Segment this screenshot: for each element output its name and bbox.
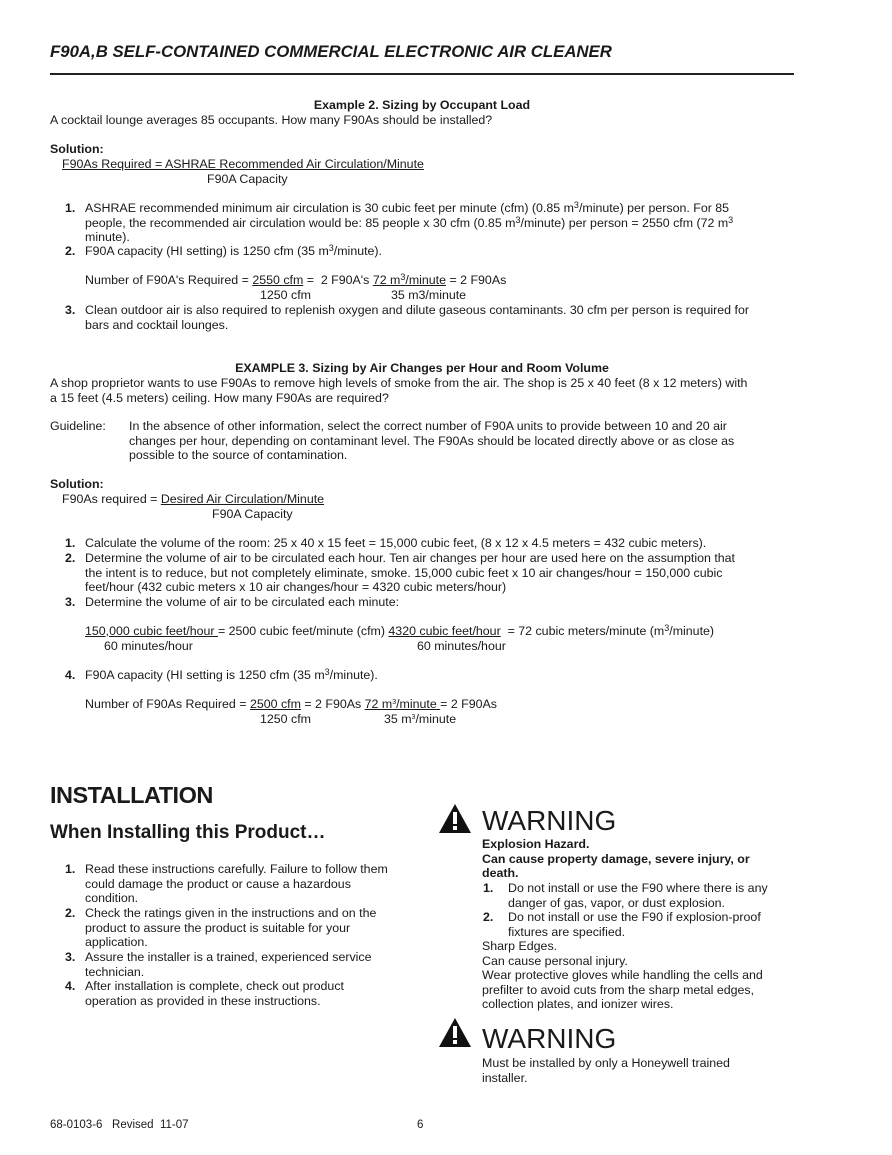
example3-solution-label: Solution:: [50, 477, 104, 491]
example3-heading: EXAMPLE 3. Sizing by Air Changes per Hour and Room Volume: [235, 361, 609, 375]
footer-page-number: 6: [417, 1119, 424, 1131]
example2-question: A cocktail lounge averages 85 occupants. How many F90As should be installed?: [50, 113, 493, 127]
footer-doc-id: 68-0103-6 Revised 11-07: [50, 1119, 189, 1131]
install-item-2: 2. Check the ratings given in the instructions and on the product to assure the product is suitable for your application.: [65, 906, 377, 950]
example2-calc-denominator-2: 35 m3/minute: [391, 288, 467, 302]
warning1-title: WARNING: [482, 805, 617, 836]
example3-calc-denominator-2: 60 minutes/hour: [417, 639, 506, 653]
example2-item-1: 1. ASHRAE recommended minimum air circulation is 30 cubic feet per minute (cfm) (0.85 $m^3/minute$) per person. For 85 people, the recommended air circulation would be: 85 people x 30 cfm (0.85 $m^3/minute$) per person = 2550 cfm (72 $m^3$ minute).: [65, 200, 734, 245]
example2-calc-denominator-1: 1250 cfm: [260, 288, 311, 302]
example3-item-2: 2. Determine the volume of air to be circulated each hour. Ten air changes per hour are used here on the assumption that the intent is to reduce, but not completely eliminate, smoke. 15,000 cubic feet x 10 air changes/hour = 150,000 cubic feet/hour (432 cubic meters x 10 air changes/hour = 4320 cubic meters/hour): [65, 551, 735, 595]
example3-question: A shop proprietor wants to use F90As to remove high levels of smoke from the air. The shop is 25 x 40 feet (8 x 12 meters) with a 15 feet (4.5 meters) ceiling. How many F90As are required?: [50, 376, 748, 405]
example2-item-2: 2. F90A capacity (HI setting) is 1250 cfm (35 $m^3/minute$).: [65, 243, 382, 258]
installation-heading: INSTALLATION: [50, 782, 213, 808]
warning1-item-1: 1. Do not install or use the F90 where there is any danger of gas, vapor, or dust explosion.: [483, 881, 768, 910]
example2-heading: Example 2. Sizing by Occupant Load: [313, 98, 531, 112]
example3-minute-calculation: 150,000 cubic feet/hour = 2500 cubic feet/minute (cfm) 4320 cubic feet/hour = 72 cubic meters/minute $(m^3/minute)$: [85, 623, 715, 638]
example3-formula-denominator: F90A Capacity: [212, 507, 293, 521]
example3-calc-denominator-1: 60 minutes/hour: [104, 639, 193, 653]
example3-formula: F90As required = Desired Air Circulation/Minute: [62, 492, 325, 506]
warning1-item-2: 2. Do not install or use the F90 if explosion-proof fixtures are specified.: [483, 910, 761, 939]
warning-triangle-icon: [438, 803, 472, 834]
example3-guideline-text: In the absence of other information, select the correct number of F90A units to provide between 10 and 20 air changes per hour, depending on contaminant level. The F90As should be located directly above or as close as possible to the source of contamination.: [129, 419, 735, 463]
header-rule: [50, 73, 794, 75]
install-item-3: 3. Assure the installer is a trained, experienced service technician.: [65, 950, 372, 979]
example3-guideline-label: Guideline:: [50, 419, 106, 433]
example2-formula-denominator: F90A Capacity: [207, 172, 288, 186]
warning-triangle-icon: [438, 1017, 472, 1048]
warning1-sharp-edges-block: Sharp Edges. Can cause personal injury. Wear protective gloves while handling the cells and prefilter to avoid cuts from the sharp metal edges, collection plates, and ionizer wires.: [482, 939, 763, 1012]
example3-item-1: 1. Calculate the volume of the room: 25 x 40 x 15 feet = 15,000 cubic feet, (8 x 12 x 4.5 meters = 432 cubic meters).: [65, 536, 707, 550]
example3-item-4: 4. F90A capacity (HI setting is 1250 cfm (35 $m^3/minute$).: [65, 667, 378, 682]
warning1-hazard-block: Explosion Hazard. Can cause property damage, severe injury, or death.: [482, 837, 750, 881]
warning2-title: WARNING: [482, 1023, 617, 1054]
installation-subheading: When Installing this Product…: [50, 822, 326, 843]
example3-units-denominator-1: 1250 cfm: [260, 712, 311, 726]
example3-units-calculation: Number of F90As Required = 2500 cfm = 2 F90As 72 $m^3$/minute = 2 F90As: [85, 697, 497, 711]
example2-calculation: Number of F90A's Required = 2550 cfm = 2 F90A's 72 $m^3$/minute = 2 F90As: [85, 272, 507, 287]
install-item-1: 1. Read these instructions carefully. Failure to follow them could damage the product or cause a hazardous condition.: [65, 862, 388, 906]
example3-units-denominator-2: 35 $m^3$/minute: [384, 712, 457, 726]
page-header-title: F90A,B SELF-CONTAINED COMMERCIAL ELECTRONIC AIR CLEANER: [50, 42, 612, 61]
example2-formula-numerator: F90As Required = ASHRAE Recommended Air Circulation/Minute: [62, 157, 424, 171]
warning2-text: Must be installed by only a Honeywell trained installer.: [482, 1056, 730, 1085]
example3-item-3: 3. Determine the volume of air to be circulated each minute:: [65, 595, 400, 609]
example2-solution-label: Solution:: [50, 142, 104, 156]
install-item-4: 4. After installation is complete, check out product operation as provided in these instructions.: [65, 979, 344, 1008]
example2-item-3: 3. Clean outdoor air is also required to replenish oxygen and dilute gaseous contaminants. 30 cfm per person is required for bars and cocktail lounges.: [65, 303, 749, 332]
